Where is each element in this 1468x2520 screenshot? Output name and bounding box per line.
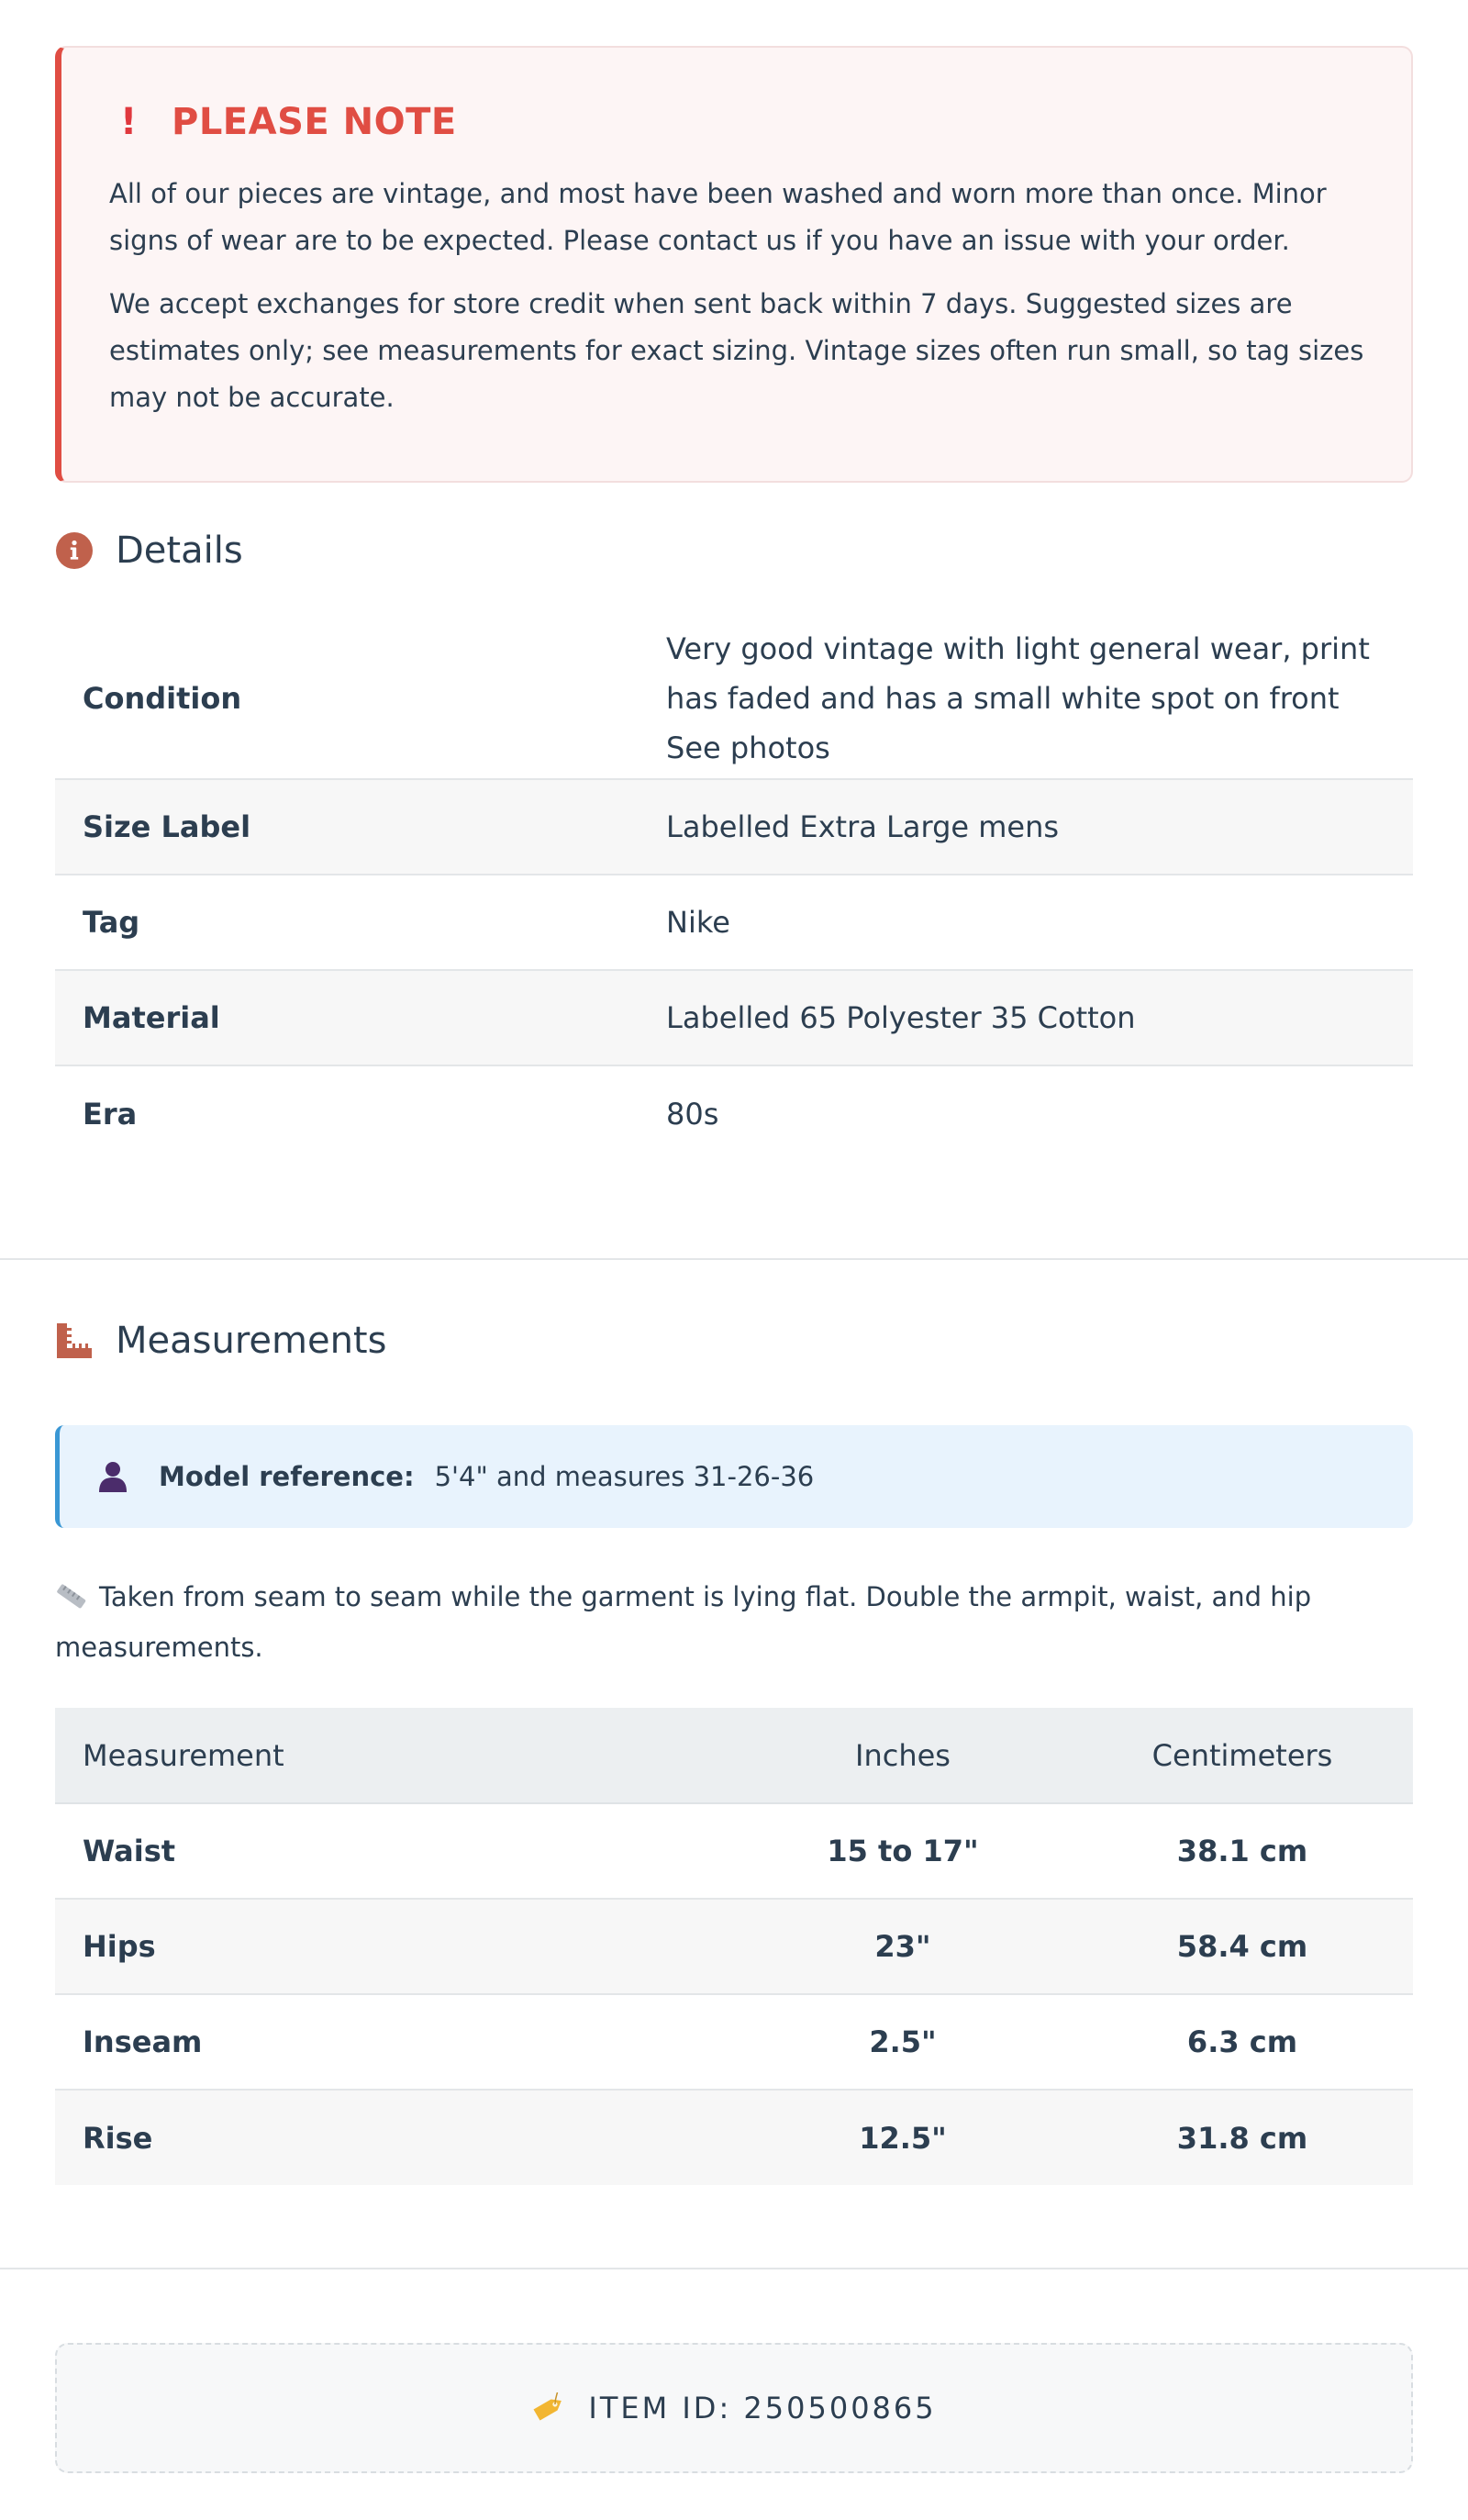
info-icon (55, 531, 116, 570)
ruler-pencil-icon (55, 1578, 88, 1624)
details-title: Details (116, 530, 243, 572)
table-row (55, 2090, 1413, 2185)
col-header-measurement: Measurement (83, 1737, 284, 1773)
ruler-icon (55, 1321, 116, 1360)
item-id-box (55, 2343, 1413, 2473)
table-row (55, 1899, 1413, 1994)
notice-header (109, 103, 1365, 141)
item-id-text: ITEM ID: 250500865 (588, 2391, 937, 2425)
measurement-name: Rise (83, 2120, 153, 2156)
details-key: Era (83, 1096, 138, 1132)
details-row (55, 779, 1413, 875)
details-value: Nike (666, 905, 730, 940)
notice-title: PLEASE NOTE (172, 101, 457, 143)
details-section (55, 523, 1413, 1161)
model-reference-value: 5'4" and measures 31-26-36 (434, 1461, 815, 1492)
details-row (55, 1065, 1413, 1161)
details-value: Labelled Extra Large mens (666, 809, 1060, 844)
model-reference-box (55, 1425, 1413, 1528)
details-key: Material (83, 1000, 220, 1035)
model-reference-label: Model reference: (159, 1461, 415, 1492)
measurement-cm: 38.1 cm (1176, 1834, 1308, 1868)
measurement-inches: 15 to 17" (827, 1834, 979, 1868)
details-value: 80s (666, 1096, 719, 1132)
measurements-title: Measurements (116, 1320, 387, 1362)
measurement-cm: 58.4 cm (1176, 1929, 1308, 1964)
measurement-cm: 31.8 cm (1176, 2120, 1308, 2156)
details-value: Labelled 65 Polyester 35 Cotton (666, 1000, 1136, 1035)
measurement-instruction-text: Taken from seam to seam while the garment is lying flat. Double the armpit, waist, and hip measurements. (55, 1581, 1312, 1663)
measurement-name: Hips (83, 1929, 156, 1964)
details-row (55, 875, 1413, 970)
details-key: Tag (83, 905, 140, 940)
measurement-inches: 12.5" (859, 2120, 947, 2156)
measurement-inches: 2.5" (869, 2024, 937, 2059)
notice-paragraph-2: We accept exchanges for store credit when sent back within 7 days. Suggested sizes are estimates only; see measurements for exact sizing. Vintage sizes often run small, so tag sizes may not be accurate. (109, 288, 1364, 413)
col-header-centimeters: Centimeters (1151, 1737, 1333, 1773)
details-row (55, 970, 1413, 1065)
item-id-section (0, 2343, 1468, 2473)
exclamation-icon: ! (120, 101, 138, 143)
col-header-inches: Inches (855, 1737, 951, 1773)
details-key: Condition (83, 681, 242, 716)
table-row (55, 1803, 1413, 1899)
notice-card (55, 46, 1413, 483)
section-divider (0, 2268, 1468, 2269)
details-heading (55, 523, 1413, 578)
details-table (55, 619, 1413, 1161)
measurement-name: Waist (83, 1834, 176, 1868)
measurement-inches: 23" (874, 1929, 931, 1964)
measurement-cm: 6.3 cm (1186, 2024, 1298, 2059)
measurements-table (55, 1708, 1413, 2185)
measurements-header-row (55, 1708, 1413, 1803)
product-info-page (0, 0, 1468, 1161)
details-row (55, 619, 1413, 779)
table-row (55, 1994, 1413, 2090)
user-icon (96, 1460, 129, 1493)
details-key: Size Label (83, 809, 251, 844)
details-value: Very good vintage with light general wear, print has faded and has a small white spot on front See photos (666, 631, 1370, 765)
measurements-section (0, 1260, 1468, 2185)
price-tag-icon (531, 2392, 566, 2424)
measurement-name: Inseam (83, 2024, 203, 2059)
notice-paragraph-1: All of our pieces are vintage, and most have been washed and worn more than once. Minor signs of wear are to be expected. Please contact us if you have an issue with your order. (109, 178, 1327, 256)
measurements-heading (55, 1313, 1413, 1368)
measurement-instructions (55, 1574, 1413, 1671)
